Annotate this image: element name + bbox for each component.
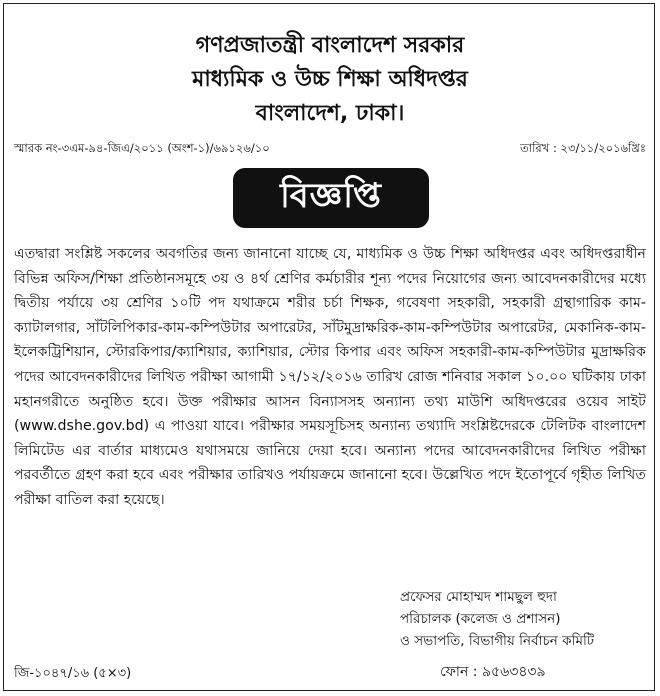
signatory-designation: পরিচালক (কলেজ ও প্রশাসন) xyxy=(400,611,561,627)
publication-code: জি-১০৪৭/১৬ (৫×৩) xyxy=(14,666,132,681)
signatory-name: প্রফেসর মোহাম্মদ শামছুল হুদা xyxy=(400,589,557,605)
notice-title-badge xyxy=(233,168,429,228)
phone-number: ফোন : ৯৫৬৩৪৩৯ xyxy=(440,664,546,680)
signatory-role: ও সভাপতি, বিভাগীয় নির্বাচন কমিটি xyxy=(400,633,595,649)
notice-title: বিজ্ঞপ্তি xyxy=(280,175,382,216)
memo-row xyxy=(14,140,646,159)
memo-date: তারিখ : ২৩/১১/২০১৬খ্রিঃ xyxy=(520,141,646,155)
location-title: বাংলাদেশ, ঢাকা। xyxy=(255,101,405,126)
memo-reference: স্মারক নং-৩এম-৯৪-জিএ/২০১১ (অংশ-১)/৬৯১২৬/১০ xyxy=(14,141,270,155)
government-title: গণপ্রজাতন্ত্রী বাংলাদেশ সরকার xyxy=(195,33,465,58)
notice-body: এতদ্বারা সংশ্লিষ্ট সকলের অবগতির জন্য জানানো যাচ্ছে যে, মাধ্যমিক ও উচ্চ শিক্ষা অধিদপ্তর এবং অধিদপ্তরাধীন বিভিন্ন অফিস/শিক্ষা প্রতিষ্ঠানসমূহে ৩য় ও ৪র্থ শ্রেণির কর্মচারীর শূন্য পদের নিয়োগের জন্য আবেদনকারীদের মধ্যে দ্বিতীয় পর্যায়ে ৩য় শ্রেণির ১০টি পদ যথাক্রমে শরীর চর্চা শিক্ষক, গবেষণা সহকারী, সহকারী গ্রন্থাগারিক কাম-ক্যাটালগার, সাঁটলিপিকার-কাম-কম্পিউটার অপারেটর, সাঁটমুদ্রাক্ষরিক-কাম-কম্পিউটার অপারেটর, মেকানিক-কাম-ইলেকট্রিশিয়ান, স্টোরকিপার/ক্যাশিয়ার, ক্যাশিয়ার, স্টোর কিপার এবং অফিস সহকারী-কাম-কম্পিউটার মুদ্রাক্ষরিক পদের আবেদনকারীদের লিখিত পরীক্ষা আগামী ১৭/১২/২০১৬ তারিখ রোজ শনিবার সকাল ১০.০০ ঘটিকায় ঢাকা মহানগরীতে অনুষ্ঠিত হবে। উক্ত পরীক্ষার আসন বিন্যাসসহ অন্যান্য তথ্য মাউশি অধিদপ্তরের ওয়েব সাইট (www.dshe.gov.bd) এ পাওয়া যাবে। পরীক্ষার সময়সূচিসহ অন্যান্য তথ্যাদি সংশ্লিষ্টদেরকে টেলিটক বাংলাদেশ লিমিটেড এর বার্তার মাধ্যমেও যথাসময়ে জানিয়ে দেয়া হবে। অন্যান্য পদের আবেদনকারীদের লিখিত পরীক্ষা পরবর্তীতে গ্রহণ করা হবে এবং পরীক্ষার তারিখও পর্যায়ক্রমে জানানো হবে। উল্লেখিত পদে ইতোপূর্বে গৃহীত লিখিত পরীক্ষা বাতিল করা হয়েছে। xyxy=(14,246,646,508)
directorate-title: মাধ্যমিক ও উচ্চ শিক্ষা অধিদপ্তর xyxy=(192,67,468,92)
signature-block xyxy=(400,586,640,652)
